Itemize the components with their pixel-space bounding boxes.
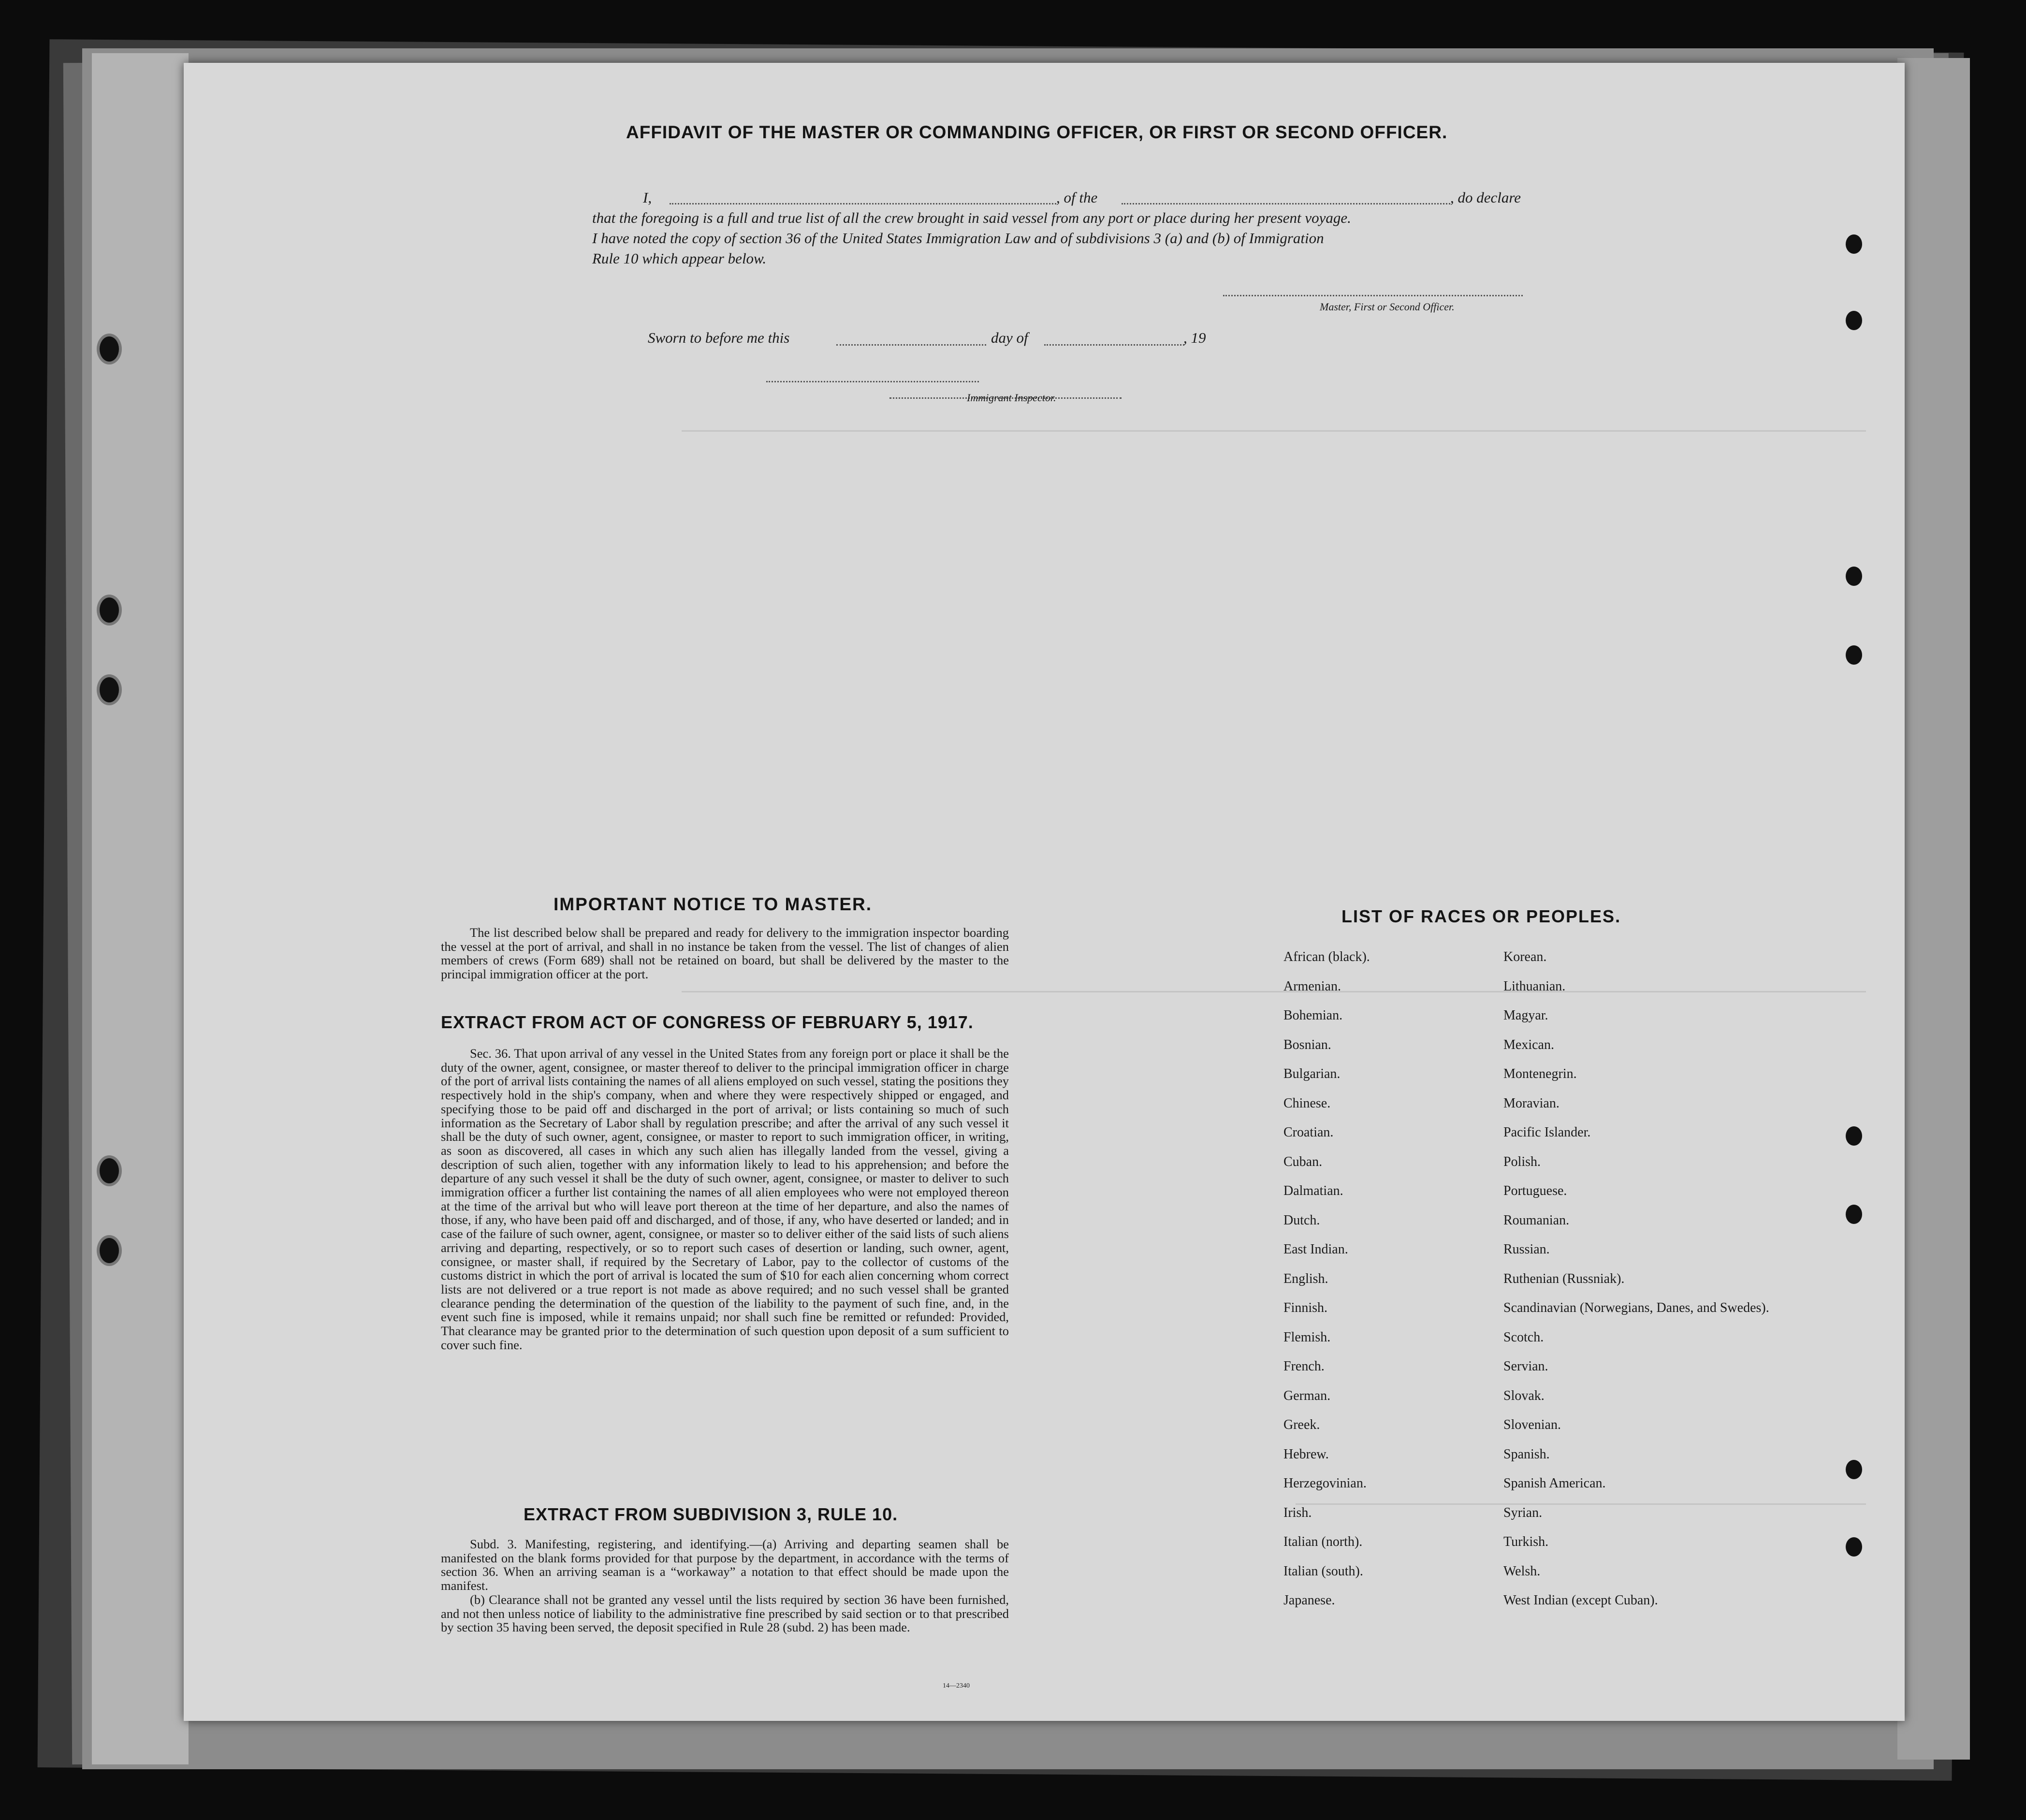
race-item: Bohemian. bbox=[1283, 1008, 1343, 1023]
race-item: Slovak. bbox=[1503, 1388, 1545, 1403]
rule-extract-body bbox=[441, 1537, 1009, 1634]
affidavit-title: AFFIDAVIT OF THE MASTER OR COMMANDING OFFICER, OR FIRST OR SECOND OFFICER. bbox=[626, 122, 1448, 142]
race-item: Turkish. bbox=[1503, 1534, 1549, 1549]
race-item: Dalmatian. bbox=[1283, 1183, 1343, 1198]
race-item: Greek. bbox=[1283, 1417, 1320, 1432]
race-item: Polish. bbox=[1503, 1154, 1541, 1169]
race-item: Irish. bbox=[1283, 1505, 1312, 1520]
race-item: Herzegovinian. bbox=[1283, 1476, 1367, 1491]
race-item: Japanese. bbox=[1283, 1593, 1335, 1608]
binder-hole-icon bbox=[97, 1155, 122, 1186]
binder-hole-icon bbox=[97, 674, 122, 705]
notice-text: The list described below shall be prepared and ready for delivery to the immigration inspector boarding the vessel at the port of arrival, and shall in no instance be taken from the vessel. The list of changes of alien members of crews (Form 689) shall not be retained on board, but shall be delivered by the master to the principal immigration officer at the port. bbox=[441, 925, 1009, 982]
race-item: African (black). bbox=[1283, 949, 1370, 964]
race-item: Montenegrin. bbox=[1503, 1066, 1577, 1081]
notice-title: IMPORTANT NOTICE TO MASTER. bbox=[554, 894, 873, 914]
manifest-sheet bbox=[184, 63, 1905, 1721]
race-item: Scotch. bbox=[1503, 1329, 1544, 1345]
faint-rule bbox=[682, 991, 1866, 992]
race-item: Syrian. bbox=[1503, 1505, 1543, 1520]
year-label: , 19 bbox=[1183, 329, 1206, 346]
rule-extract-title: EXTRACT FROM SUBDIVISION 3, RULE 10. bbox=[524, 1504, 898, 1524]
vessel-blank[interactable] bbox=[1122, 203, 1450, 204]
inspector-caption: Immigrant Inspector. bbox=[967, 392, 1056, 404]
race-item: German. bbox=[1283, 1388, 1331, 1403]
master-signature-blank[interactable] bbox=[1223, 295, 1523, 296]
race-item: Cuban. bbox=[1283, 1154, 1323, 1169]
punch-hole-icon bbox=[1846, 234, 1862, 254]
race-item: Spanish American. bbox=[1503, 1476, 1606, 1491]
affidavit-line-4: Rule 10 which appear below. bbox=[592, 250, 767, 267]
sworn-month-blank[interactable] bbox=[1044, 344, 1184, 346]
race-item: West Indian (except Cuban). bbox=[1503, 1593, 1658, 1608]
race-item: Spanish. bbox=[1503, 1446, 1550, 1462]
race-item: East Indian. bbox=[1283, 1242, 1348, 1257]
faint-rule bbox=[1296, 1503, 1866, 1505]
race-item: English. bbox=[1283, 1271, 1328, 1286]
race-item: Croatian. bbox=[1283, 1125, 1334, 1140]
binder-hole-icon bbox=[97, 334, 122, 364]
race-item: Servian. bbox=[1503, 1359, 1548, 1374]
race-item: Finnish. bbox=[1283, 1300, 1328, 1315]
rule-extract-para-b: (b) Clearance shall not be granted any vessel until the lists required by section 36 have been furnished, and not then unless notice of liability to the administrative fine prescribed by said section or to that prescribed by section 35 having been served, the deposit specified in Rule 28 (subd. 2) has been made. bbox=[441, 1592, 1009, 1635]
affidavit-i-label: I, bbox=[643, 189, 652, 206]
affidavit-of-the-label: , of the bbox=[1056, 189, 1098, 206]
binder-hole-icon bbox=[97, 595, 122, 626]
race-item: Slovenian. bbox=[1503, 1417, 1561, 1432]
punch-hole-icon bbox=[1846, 567, 1862, 586]
race-item: Magyar. bbox=[1503, 1008, 1548, 1023]
name-blank[interactable] bbox=[670, 203, 1056, 204]
form-number: 14—2340 bbox=[943, 1682, 970, 1689]
left-page-edge bbox=[92, 53, 189, 1764]
act-extract-body bbox=[441, 1047, 1009, 1352]
race-item: Korean. bbox=[1503, 949, 1547, 964]
race-item: Lithuanian. bbox=[1503, 978, 1566, 994]
race-item: Roumanian. bbox=[1503, 1212, 1570, 1228]
faint-rule bbox=[682, 430, 1866, 432]
race-item: Welsh. bbox=[1503, 1563, 1541, 1579]
right-page-edge bbox=[1897, 58, 1970, 1760]
act-extract-text: Sec. 36. That upon arrival of any vessel in the United States from any foreign port or place it shall be the duty of the owner, agent, consignee, or master thereof to deliver to the principal immigration officer in charge of the port of arrival lists containing the names of all aliens employed on such vessel, stating the positions they respectively hold in the ship's company, when and where they were respectively shipped or engaged, and specifying those to be paid off and discharged in the port of arrival; or lists containing so much of such information as the Secretary of Labor shall by regulation prescribe; and after the arrival of any such vessel it shall be the duty of such owner, agent, consignee, or master to report to such immigration officer, in writing, as soon as discovered, all cases in which any such alien has illegally landed from the vessel, giving a description of such alien, together with any information likely to lead to his apprehension; and before the departure of any such vessel it shall be the duty of such owner, agent, consignee, or master to deliver to such immigration officer a further list containing the names of all alien employees who were not employed thereon at the time of the arrival but who will leave port thereon at the time of her departure, and also the names of those, if any, who have been paid off and discharged, and of those, if any, who have deserted or landed; and in case of the failure of such owner, agent, consignee, or master so to deliver either of the said lists of such aliens arriving and departing, respectively, or so to report such cases of desertion or landing, such owner, agent, consignee, or master shall, if required by the Secretary of Labor, pay to the collector of customs of the customs district in which the port of arrival is located the sum of $10 for each alien concerning whom correct lists are not delivered or a true report is not made as above required; and no such vessel shall be granted clearance pending the determination of the question of the liability to the payment of such fine, and, in the event such fine is imposed, while it remains unpaid; nor shall such fine be remitted or refunded: Provided, That clearance may be granted prior to the determination of such question upon deposit of a sum sufficient to cover such fine. bbox=[441, 1046, 1009, 1352]
race-item: Bulgarian. bbox=[1283, 1066, 1341, 1081]
race-item: Ruthenian (Russniak). bbox=[1503, 1271, 1625, 1286]
race-item: Portuguese. bbox=[1503, 1183, 1567, 1198]
day-of-label: day of bbox=[991, 329, 1028, 346]
race-item: Moravian. bbox=[1503, 1095, 1560, 1111]
master-caption: Master, First or Second Officer. bbox=[1320, 301, 1455, 313]
races-title: LIST OF RACES OR PEOPLES. bbox=[1341, 906, 1621, 926]
race-item: Flemish. bbox=[1283, 1329, 1331, 1345]
punch-hole-icon bbox=[1846, 1537, 1862, 1557]
sworn-day-blank[interactable] bbox=[836, 344, 986, 346]
race-item: Chinese. bbox=[1283, 1095, 1331, 1111]
rule-extract-para-a: Subd. 3. Manifesting, registering, and identifying.—(a) Arriving and departing seamen shall be manifested on the blank forms provided for that purpose by the department, in accordance with the terms of section 36. When an arriving seaman is a “workaway” a notation to that effect should be made upon the manifest. bbox=[441, 1537, 1009, 1593]
race-item: Scandinavian (Norwegians, Danes, and Swedes). bbox=[1503, 1300, 1769, 1315]
punch-hole-icon bbox=[1846, 1460, 1862, 1479]
inspector-signature-blank-left[interactable] bbox=[766, 381, 979, 382]
act-extract-title: EXTRACT FROM ACT OF CONGRESS OF FEBRUARY 5, 1917. bbox=[441, 1012, 974, 1032]
binder-hole-icon bbox=[97, 1235, 122, 1266]
punch-hole-icon bbox=[1846, 645, 1862, 665]
race-item: Pacific Islander. bbox=[1503, 1125, 1591, 1140]
affidavit-line-2: that the foregoing is a full and true list of all the crew brought in said vessel from any port or place during her present voyage. bbox=[592, 209, 1351, 226]
race-item: Italian (south). bbox=[1283, 1563, 1363, 1579]
affidavit-line-3: I have noted the copy of section 36 of the United States Immigration Law and of subdivisions 3 (a) and (b) of Immigration bbox=[592, 230, 1324, 247]
race-item: Armenian. bbox=[1283, 978, 1341, 994]
race-item: French. bbox=[1283, 1359, 1325, 1374]
punch-hole-icon bbox=[1846, 1126, 1862, 1146]
race-item: Mexican. bbox=[1503, 1037, 1554, 1052]
punch-hole-icon bbox=[1846, 311, 1862, 330]
sworn-label: Sworn to before me this bbox=[648, 329, 790, 346]
race-item: Dutch. bbox=[1283, 1212, 1320, 1228]
punch-hole-icon bbox=[1846, 1205, 1862, 1224]
race-item: Bosnian. bbox=[1283, 1037, 1331, 1052]
race-item: Hebrew. bbox=[1283, 1446, 1329, 1462]
affidavit-declare-label: , do declare bbox=[1450, 189, 1521, 206]
race-item: Russian. bbox=[1503, 1242, 1550, 1257]
notice-body bbox=[441, 926, 1009, 981]
race-item: Italian (north). bbox=[1283, 1534, 1363, 1549]
